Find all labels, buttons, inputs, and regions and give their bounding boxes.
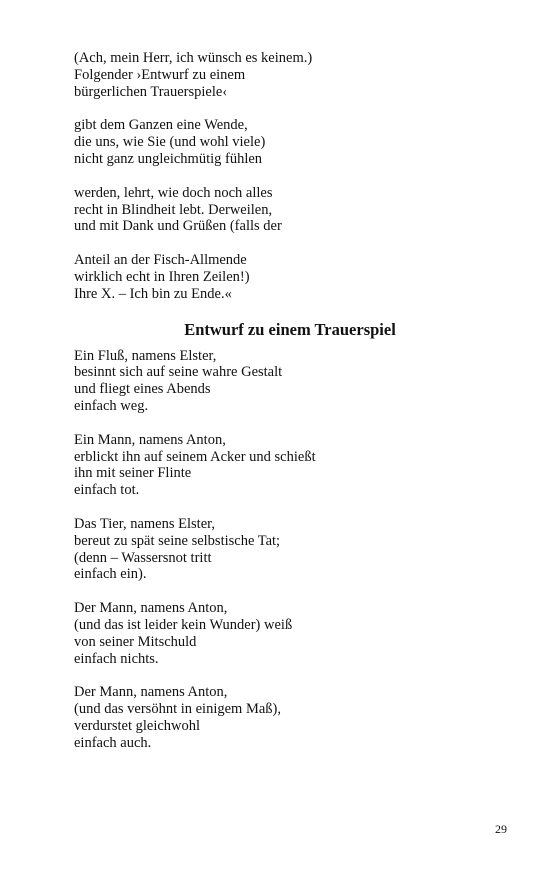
text-line: Folgender ›Entwurf zu einem <box>74 66 246 83</box>
text-line: erblickt ihn auf seinem Acker und schießt <box>74 448 316 465</box>
text-line: (denn – Wassersnot tritt <box>74 549 212 566</box>
poem-stanza <box>74 432 494 499</box>
page-body <box>74 50 494 769</box>
text-line: Anteil an der Fisch-Allmende <box>74 252 247 269</box>
text-line: verdurstet gleichwohl <box>74 717 201 734</box>
letter-stanza <box>74 252 494 302</box>
poem-stanza <box>74 348 494 415</box>
text-line: Das Tier, namens Elster, <box>74 515 216 532</box>
poem-stanza <box>74 600 494 667</box>
text-line: (Ach, mein Herr, ich wünsch es keinem.) <box>74 50 313 66</box>
text-line: von seiner Mitschuld <box>74 633 197 650</box>
text-line: Der Mann, namens Anton, <box>74 600 228 617</box>
text-line: und mit Dank und Grüßen (falls der <box>74 218 282 235</box>
letter-stanza <box>74 117 494 167</box>
text-line: einfach nichts. <box>74 650 159 667</box>
text-line: einfach ein). <box>74 566 147 583</box>
section-title: Entwurf zu einem Trauerspiel <box>184 319 396 339</box>
text-line: gibt dem Ganzen eine Wende, <box>74 117 248 134</box>
text-line: (und das ist leider kein Wunder) weiß <box>74 616 293 633</box>
letter-stanza <box>74 50 494 100</box>
text-line: Ein Mann, namens Anton, <box>74 431 226 448</box>
text-line: Ein Fluß, namens Elster, <box>74 347 217 364</box>
text-line: ihn mit seiner Flinte <box>74 465 192 482</box>
text-line: Der Mann, namens Anton, <box>74 684 228 701</box>
text-line: einfach weg. <box>74 397 149 414</box>
poem-stanza <box>74 516 494 583</box>
text-line: (und das versöhnt in einigem Maß), <box>74 701 281 718</box>
text-line: und fliegt eines Abends <box>74 381 211 398</box>
text-line: einfach tot. <box>74 482 140 499</box>
letter-stanza <box>74 185 494 235</box>
text-line: nicht ganz ungleichmütig fühlen <box>74 150 263 167</box>
text-line: Ihre X. – Ich bin zu Ende.« <box>74 285 232 302</box>
text-line: bürgerlichen Trauerspiele‹ <box>74 83 228 100</box>
text-line: wirklich echt in Ihren Zeilen!) <box>74 268 250 285</box>
text-line: recht in Blindheit lebt. Derweilen, <box>74 201 273 218</box>
page-number: 29 <box>495 822 507 836</box>
poem-stanza <box>74 684 494 751</box>
text-line: bereut zu spät seine selbstische Tat; <box>74 532 281 549</box>
text-line: die uns, wie Sie (und wohl viele) <box>74 134 266 151</box>
text-line: besinnt sich auf seine wahre Gestalt <box>74 364 283 381</box>
text-line: werden, lehrt, wie doch noch alles <box>74 184 273 201</box>
text-line: einfach auch. <box>74 734 152 751</box>
